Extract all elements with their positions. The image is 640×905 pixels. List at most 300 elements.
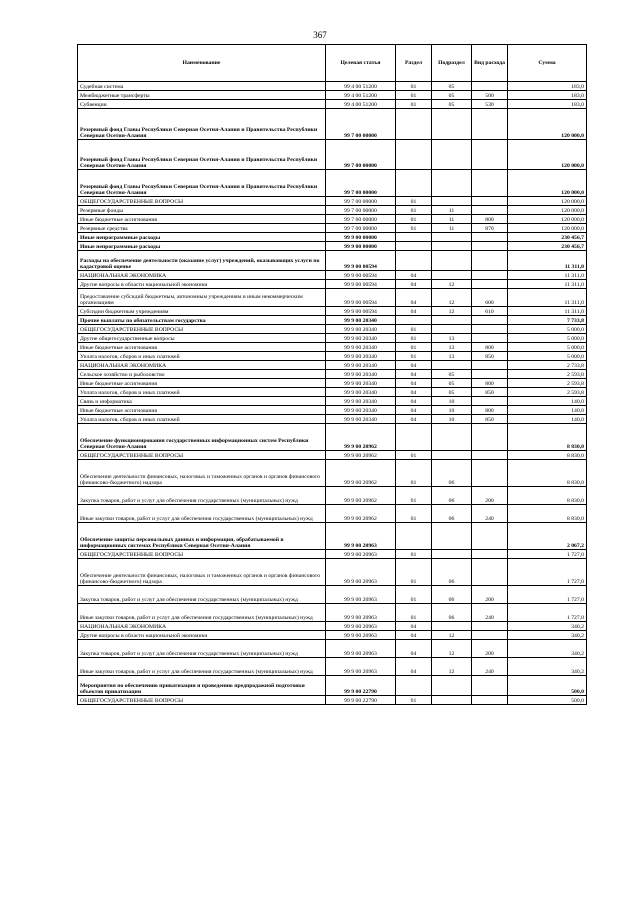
row-target-article: 99 9 00 20963 xyxy=(326,631,396,640)
row-name: Иные непрограммные расходы xyxy=(78,233,326,242)
row-subsection: 05 xyxy=(432,379,472,388)
table-row xyxy=(78,361,587,370)
row-subsection xyxy=(432,550,472,559)
row-sum: 5 000,0 xyxy=(508,334,587,343)
row-subsection: 13 xyxy=(432,334,472,343)
row-target-article: 99 7 00 00000 xyxy=(326,170,396,197)
row-name: Закупка товаров, работ и услуг для обеспечения государственных (муниципальных) нужд xyxy=(78,487,326,505)
table-row xyxy=(78,224,587,233)
header-target-article: Целевая статья xyxy=(326,45,396,82)
row-subsection: 05 xyxy=(432,100,472,109)
row-target-article: 99 9 00 00000 xyxy=(326,233,396,242)
row-expense-type xyxy=(472,370,508,379)
row-expense-type xyxy=(472,140,508,170)
row-subsection xyxy=(432,622,472,631)
table-row xyxy=(78,140,587,170)
row-target-article: 99 9 00 20963 xyxy=(326,550,396,559)
row-expense-type xyxy=(472,696,508,705)
row-subsection: 10 xyxy=(432,406,472,415)
row-subsection xyxy=(432,316,472,325)
row-target-article: 99 9 00 20340 xyxy=(326,325,396,334)
row-sum: 5 000,0 xyxy=(508,325,587,334)
table-row xyxy=(78,370,587,379)
row-section: 04 xyxy=(396,271,432,280)
row-target-article: 99 9 00 20963 xyxy=(326,622,396,631)
row-subsection: 13 xyxy=(432,352,472,361)
table-row xyxy=(78,505,587,523)
row-expense-type: 610 xyxy=(472,307,508,316)
row-name: Межбюджетные трансферты xyxy=(78,91,326,100)
row-name: Резервные средства xyxy=(78,224,326,233)
row-sum: 1 727,0 xyxy=(508,586,587,604)
row-section: 01 xyxy=(396,559,432,586)
row-subsection xyxy=(432,696,472,705)
row-subsection: 06 xyxy=(432,460,472,487)
row-section: 01 xyxy=(396,550,432,559)
table-header-row xyxy=(78,45,587,82)
row-name: Иные закупки товаров, работ и услуг для обеспечения государственных (муниципальных) нужд xyxy=(78,604,326,622)
table-row xyxy=(78,289,587,307)
row-name: Связь и информатика xyxy=(78,397,326,406)
row-name: Резервные фонды xyxy=(78,206,326,215)
table-row xyxy=(78,586,587,604)
row-subsection xyxy=(432,523,472,550)
row-section: 01 xyxy=(396,460,432,487)
row-subsection: 05 xyxy=(432,370,472,379)
row-sum: 8 830,0 xyxy=(508,460,587,487)
budget-table xyxy=(77,44,587,705)
row-expense-type: 800 xyxy=(472,343,508,352)
table-row xyxy=(78,406,587,415)
table-row xyxy=(78,379,587,388)
row-sum: 500,0 xyxy=(508,676,587,696)
row-target-article: 99 9 00 20963 xyxy=(326,640,396,658)
row-subsection: 06 xyxy=(432,505,472,523)
row-expense-type: 240 xyxy=(472,604,508,622)
row-target-article: 99 9 00 20340 xyxy=(326,415,396,424)
row-section: 04 xyxy=(396,631,432,640)
row-sum: 5 000,0 xyxy=(508,352,587,361)
table-row xyxy=(78,215,587,224)
table-row xyxy=(78,696,587,705)
row-section: 04 xyxy=(396,388,432,397)
row-name: Мероприятия по обеспечению приватизации и проведению предпродажной подготовки объектов приватизации xyxy=(78,676,326,696)
row-target-article: 99 9 00 20962 xyxy=(326,460,396,487)
row-subsection xyxy=(432,325,472,334)
row-sum: 8 830,0 xyxy=(508,451,587,460)
row-sum: 1 727,0 xyxy=(508,559,587,586)
row-sum: 230 456,7 xyxy=(508,242,587,251)
row-section: 04 xyxy=(396,289,432,307)
table-row xyxy=(78,658,587,676)
row-sum: 8 830,0 xyxy=(508,487,587,505)
row-section: 04 xyxy=(396,370,432,379)
row-target-article: 99 9 00 20962 xyxy=(326,487,396,505)
row-sum: 2 593,8 xyxy=(508,379,587,388)
row-expense-type: 800 xyxy=(472,215,508,224)
row-sum: 340,2 xyxy=(508,658,587,676)
row-sum: 183,0 xyxy=(508,100,587,109)
row-section: 04 xyxy=(396,280,432,289)
row-target-article: 99 7 00 00000 xyxy=(326,197,396,206)
row-subsection: 06 xyxy=(432,487,472,505)
row-section: 01 xyxy=(396,215,432,224)
row-name: Другие общегосударственные вопросы xyxy=(78,334,326,343)
row-sum: 7 733,8 xyxy=(508,316,587,325)
row-expense-type xyxy=(472,631,508,640)
row-sum: 11 311,0 xyxy=(508,280,587,289)
row-section: 01 xyxy=(396,586,432,604)
row-section: 01 xyxy=(396,505,432,523)
row-sum: 230 456,7 xyxy=(508,233,587,242)
row-sum: 11 311,0 xyxy=(508,251,587,271)
row-sum: 11 311,0 xyxy=(508,307,587,316)
table-row xyxy=(78,460,587,487)
row-expense-type xyxy=(472,233,508,242)
table-row xyxy=(78,622,587,631)
row-subsection xyxy=(432,424,472,451)
row-subsection: 11 xyxy=(432,215,472,224)
row-target-article: 99 9 00 20963 xyxy=(326,523,396,550)
row-subsection: 12 xyxy=(432,280,472,289)
table-row xyxy=(78,523,587,550)
row-section: 04 xyxy=(396,361,432,370)
row-section: 01 xyxy=(396,604,432,622)
row-name: Другие вопросы в области национальной экономики xyxy=(78,280,326,289)
row-target-article: 99 9 00 00594 xyxy=(326,251,396,271)
row-target-article: 99 9 00 20340 xyxy=(326,388,396,397)
row-expense-type: 850 xyxy=(472,388,508,397)
row-name: Уплата налогов, сборов и иных платежей xyxy=(78,388,326,397)
row-section: 01 xyxy=(396,696,432,705)
row-subsection: 11 xyxy=(432,206,472,215)
table-body xyxy=(78,82,587,705)
row-expense-type xyxy=(472,622,508,631)
header-sum: Сумма xyxy=(508,45,587,82)
table-row xyxy=(78,640,587,658)
header-section: Раздел xyxy=(396,45,432,82)
row-name: Субсидии бюджетным учреждениям xyxy=(78,307,326,316)
row-section xyxy=(396,316,432,325)
row-expense-type: 240 xyxy=(472,658,508,676)
row-target-article: 99 4 00 51200 xyxy=(326,82,396,91)
row-section: 01 xyxy=(396,343,432,352)
row-subsection: 05 xyxy=(432,91,472,100)
row-section xyxy=(396,109,432,140)
row-target-article: 99 9 00 00594 xyxy=(326,289,396,307)
row-expense-type xyxy=(472,397,508,406)
row-section xyxy=(396,233,432,242)
row-subsection: 06 xyxy=(432,559,472,586)
row-target-article: 99 9 00 20340 xyxy=(326,406,396,415)
table-row xyxy=(78,197,587,206)
row-sum: 140,0 xyxy=(508,415,587,424)
row-subsection xyxy=(432,361,472,370)
row-section: 01 xyxy=(396,91,432,100)
row-name: Обеспечение защиты персональных данных и информации, обрабатываемой в информационных системах Республики Северная Осетия-Алания xyxy=(78,523,326,550)
header-name: Наименование xyxy=(78,45,326,82)
row-sum: 8 830,0 xyxy=(508,505,587,523)
row-expense-type xyxy=(472,271,508,280)
row-section: 01 xyxy=(396,451,432,460)
table-row xyxy=(78,325,587,334)
row-expense-type xyxy=(472,82,508,91)
row-expense-type xyxy=(472,206,508,215)
table-row xyxy=(78,397,587,406)
page-number: 367 xyxy=(313,30,327,40)
row-subsection: 12 xyxy=(432,631,472,640)
row-name: Сельское хозяйство и рыболовство xyxy=(78,370,326,379)
row-name: Обеспечение функционирования государственных информационных систем Республики Северная Осетия-Алания xyxy=(78,424,326,451)
row-name: Судебная система xyxy=(78,82,326,91)
row-sum: 340,2 xyxy=(508,631,587,640)
row-section: 01 xyxy=(396,487,432,505)
row-section xyxy=(396,242,432,251)
row-subsection: 12 xyxy=(432,658,472,676)
row-section: 04 xyxy=(396,415,432,424)
row-section: 01 xyxy=(396,82,432,91)
row-expense-type xyxy=(472,316,508,325)
row-expense-type xyxy=(472,197,508,206)
row-target-article: 99 9 00 20340 xyxy=(326,370,396,379)
row-target-article: 99 9 00 20962 xyxy=(326,451,396,460)
table-row xyxy=(78,424,587,451)
row-expense-type xyxy=(472,559,508,586)
row-name: НАЦИОНАЛЬНАЯ ЭКОНОМИКА xyxy=(78,361,326,370)
table-row xyxy=(78,251,587,271)
row-target-article: 99 4 00 51200 xyxy=(326,91,396,100)
row-section: 04 xyxy=(396,397,432,406)
row-target-article: 99 9 00 20962 xyxy=(326,505,396,523)
row-expense-type: 870 xyxy=(472,224,508,233)
row-section xyxy=(396,170,432,197)
row-expense-type: 600 xyxy=(472,289,508,307)
row-target-article: 99 9 00 20340 xyxy=(326,343,396,352)
row-target-article: 99 7 00 00000 xyxy=(326,206,396,215)
row-expense-type: 850 xyxy=(472,415,508,424)
row-subsection xyxy=(432,251,472,271)
row-sum: 2 593,8 xyxy=(508,388,587,397)
table-row xyxy=(78,82,587,91)
row-target-article: 99 4 00 51200 xyxy=(326,100,396,109)
row-section: 01 xyxy=(396,325,432,334)
row-section xyxy=(396,251,432,271)
row-subsection xyxy=(432,233,472,242)
row-name: ОБЩЕГОСУДАРСТВЕННЫЕ ВОПРОСЫ xyxy=(78,550,326,559)
row-expense-type xyxy=(472,280,508,289)
row-expense-type: 200 xyxy=(472,586,508,604)
row-sum: 1 727,0 xyxy=(508,604,587,622)
table-row xyxy=(78,388,587,397)
row-expense-type xyxy=(472,523,508,550)
row-expense-type: 500 xyxy=(472,91,508,100)
row-name: Уплата налогов, сборов и иных платежей xyxy=(78,352,326,361)
table-row xyxy=(78,631,587,640)
row-subsection: 06 xyxy=(432,586,472,604)
row-name: Закупка товаров, работ и услуг для обеспечения государственных (муниципальных) нужд xyxy=(78,586,326,604)
row-sum: 11 311,0 xyxy=(508,289,587,307)
header-expense-type: Вид расхода xyxy=(472,45,508,82)
row-target-article: 99 9 00 20963 xyxy=(326,658,396,676)
row-sum: 8 830,0 xyxy=(508,424,587,451)
row-section xyxy=(396,523,432,550)
row-subsection: 12 xyxy=(432,289,472,307)
table-row xyxy=(78,271,587,280)
table-row xyxy=(78,487,587,505)
table-row xyxy=(78,604,587,622)
row-sum: 340,2 xyxy=(508,622,587,631)
row-sum: 120 000,0 xyxy=(508,197,587,206)
table-row xyxy=(78,451,587,460)
table-row xyxy=(78,109,587,140)
row-section xyxy=(396,140,432,170)
row-sum: 140,0 xyxy=(508,397,587,406)
row-expense-type xyxy=(472,550,508,559)
row-sum: 2 733,8 xyxy=(508,361,587,370)
row-expense-type: 800 xyxy=(472,379,508,388)
row-name: Обеспечение деятельности финансовых, налоговых и таможенных органов и органов финансового (финансово-бюджетного) надзора xyxy=(78,460,326,487)
row-name: Иные бюджетные ассигнования xyxy=(78,343,326,352)
row-expense-type xyxy=(472,251,508,271)
row-name: Иные бюджетные ассигнования xyxy=(78,379,326,388)
row-subsection: 10 xyxy=(432,415,472,424)
row-target-article: 99 9 00 20962 xyxy=(326,424,396,451)
row-expense-type: 200 xyxy=(472,487,508,505)
row-target-article: 99 7 00 00000 xyxy=(326,140,396,170)
row-target-article: 99 9 00 20340 xyxy=(326,379,396,388)
row-expense-type xyxy=(472,361,508,370)
table-row xyxy=(78,415,587,424)
row-subsection xyxy=(432,109,472,140)
row-expense-type xyxy=(472,109,508,140)
row-expense-type xyxy=(472,451,508,460)
row-expense-type: 800 xyxy=(472,406,508,415)
row-sum: 11 311,0 xyxy=(508,271,587,280)
row-name: Прочие выплаты по обязательствам государства xyxy=(78,316,326,325)
row-sum: 183,0 xyxy=(508,91,587,100)
row-subsection: 05 xyxy=(432,388,472,397)
row-sum: 120 000,0 xyxy=(508,206,587,215)
row-name: НАЦИОНАЛЬНАЯ ЭКОНОМИКА xyxy=(78,622,326,631)
row-name: ОБЩЕГОСУДАРСТВЕННЫЕ ВОПРОСЫ xyxy=(78,325,326,334)
table-row xyxy=(78,559,587,586)
row-expense-type xyxy=(472,334,508,343)
row-subsection: 12 xyxy=(432,307,472,316)
row-section: 04 xyxy=(396,622,432,631)
row-expense-type: 530 xyxy=(472,100,508,109)
row-section: 01 xyxy=(396,206,432,215)
row-target-article: 99 9 00 22790 xyxy=(326,696,396,705)
row-target-article: 99 9 00 20340 xyxy=(326,352,396,361)
row-sum: 1 727,0 xyxy=(508,550,587,559)
row-name: НАЦИОНАЛЬНАЯ ЭКОНОМИКА xyxy=(78,271,326,280)
table-row xyxy=(78,352,587,361)
row-expense-type: 200 xyxy=(472,640,508,658)
row-name: Иные закупки товаров, работ и услуг для обеспечения государственных (муниципальных) нужд xyxy=(78,505,326,523)
row-sum: 2 593,8 xyxy=(508,370,587,379)
row-name: ОБЩЕГОСУДАРСТВЕННЫЕ ВОПРОСЫ xyxy=(78,696,326,705)
row-target-article: 99 9 00 20340 xyxy=(326,334,396,343)
row-subsection: 12 xyxy=(432,640,472,658)
row-subsection: 11 xyxy=(432,224,472,233)
row-subsection: 06 xyxy=(432,604,472,622)
row-expense-type: 240 xyxy=(472,505,508,523)
row-expense-type: 850 xyxy=(472,352,508,361)
row-subsection: 05 xyxy=(432,82,472,91)
row-section: 04 xyxy=(396,406,432,415)
row-name: Иные бюджетные ассигнования xyxy=(78,406,326,415)
row-sum: 120 000,0 xyxy=(508,109,587,140)
row-subsection xyxy=(432,197,472,206)
row-target-article: 99 9 00 20963 xyxy=(326,559,396,586)
row-sum: 120 000,0 xyxy=(508,215,587,224)
row-name: Предоставление субсидий бюджетным, автономным учреждениям и иным некоммерческим организациям xyxy=(78,289,326,307)
row-name: Другие вопросы в области национальной экономики xyxy=(78,631,326,640)
table-row xyxy=(78,334,587,343)
table-row xyxy=(78,233,587,242)
row-target-article: 99 9 00 22790 xyxy=(326,676,396,696)
row-section xyxy=(396,676,432,696)
row-subsection: 10 xyxy=(432,397,472,406)
table-row xyxy=(78,676,587,696)
row-target-article: 99 7 00 00000 xyxy=(326,109,396,140)
row-sum: 120 000,0 xyxy=(508,224,587,233)
row-name: ОБЩЕГОСУДАРСТВЕННЫЕ ВОПРОСЫ xyxy=(78,451,326,460)
row-name: Иные непрограммные расходы xyxy=(78,242,326,251)
row-name: Резервный фонд Главы Республики Северная Осетия-Алания и Правительства Республики Северная Осетия-Алания xyxy=(78,170,326,197)
row-section: 04 xyxy=(396,307,432,316)
row-expense-type xyxy=(472,424,508,451)
header-subsection: Подраздел xyxy=(432,45,472,82)
row-name: Иные закупки товаров, работ и услуг для обеспечения государственных (муниципальных) нужд xyxy=(78,658,326,676)
table-row xyxy=(78,307,587,316)
row-sum: 120 000,0 xyxy=(508,170,587,197)
table-row xyxy=(78,170,587,197)
row-section: 04 xyxy=(396,379,432,388)
row-section: 04 xyxy=(396,640,432,658)
row-section: 04 xyxy=(396,658,432,676)
table-row xyxy=(78,91,587,100)
row-subsection xyxy=(432,676,472,696)
row-target-article: 99 9 00 20963 xyxy=(326,604,396,622)
row-sum: 500,0 xyxy=(508,696,587,705)
row-name: Обеспечение деятельности финансовых, налоговых и таможенных органов и органов финансового (финансово-бюджетного) надзора xyxy=(78,559,326,586)
row-subsection xyxy=(432,242,472,251)
table-row xyxy=(78,100,587,109)
row-target-article: 99 9 00 20340 xyxy=(326,361,396,370)
row-expense-type xyxy=(472,242,508,251)
row-target-article: 99 9 00 00000 xyxy=(326,242,396,251)
row-target-article: 99 9 00 20963 xyxy=(326,586,396,604)
row-sum: 140,0 xyxy=(508,406,587,415)
row-expense-type xyxy=(472,170,508,197)
row-target-article: 99 9 00 20340 xyxy=(326,397,396,406)
table-row xyxy=(78,206,587,215)
row-subsection xyxy=(432,170,472,197)
row-target-article: 99 9 00 00594 xyxy=(326,280,396,289)
row-name: Расходы на обеспечение деятельности (оказание услуг) учреждений, оказывающих услуги по кадастровой оценке xyxy=(78,251,326,271)
table-row xyxy=(78,343,587,352)
row-subsection xyxy=(432,271,472,280)
table-row xyxy=(78,280,587,289)
row-name: ОБЩЕГОСУДАРСТВЕННЫЕ ВОПРОСЫ xyxy=(78,197,326,206)
row-target-article: 99 9 00 20340 xyxy=(326,316,396,325)
row-sum: 120 000,0 xyxy=(508,140,587,170)
row-name: Закупка товаров, работ и услуг для обеспечения государственных (муниципальных) нужд xyxy=(78,640,326,658)
row-expense-type xyxy=(472,676,508,696)
row-target-article: 99 7 00 00000 xyxy=(326,224,396,233)
row-section: 01 xyxy=(396,197,432,206)
